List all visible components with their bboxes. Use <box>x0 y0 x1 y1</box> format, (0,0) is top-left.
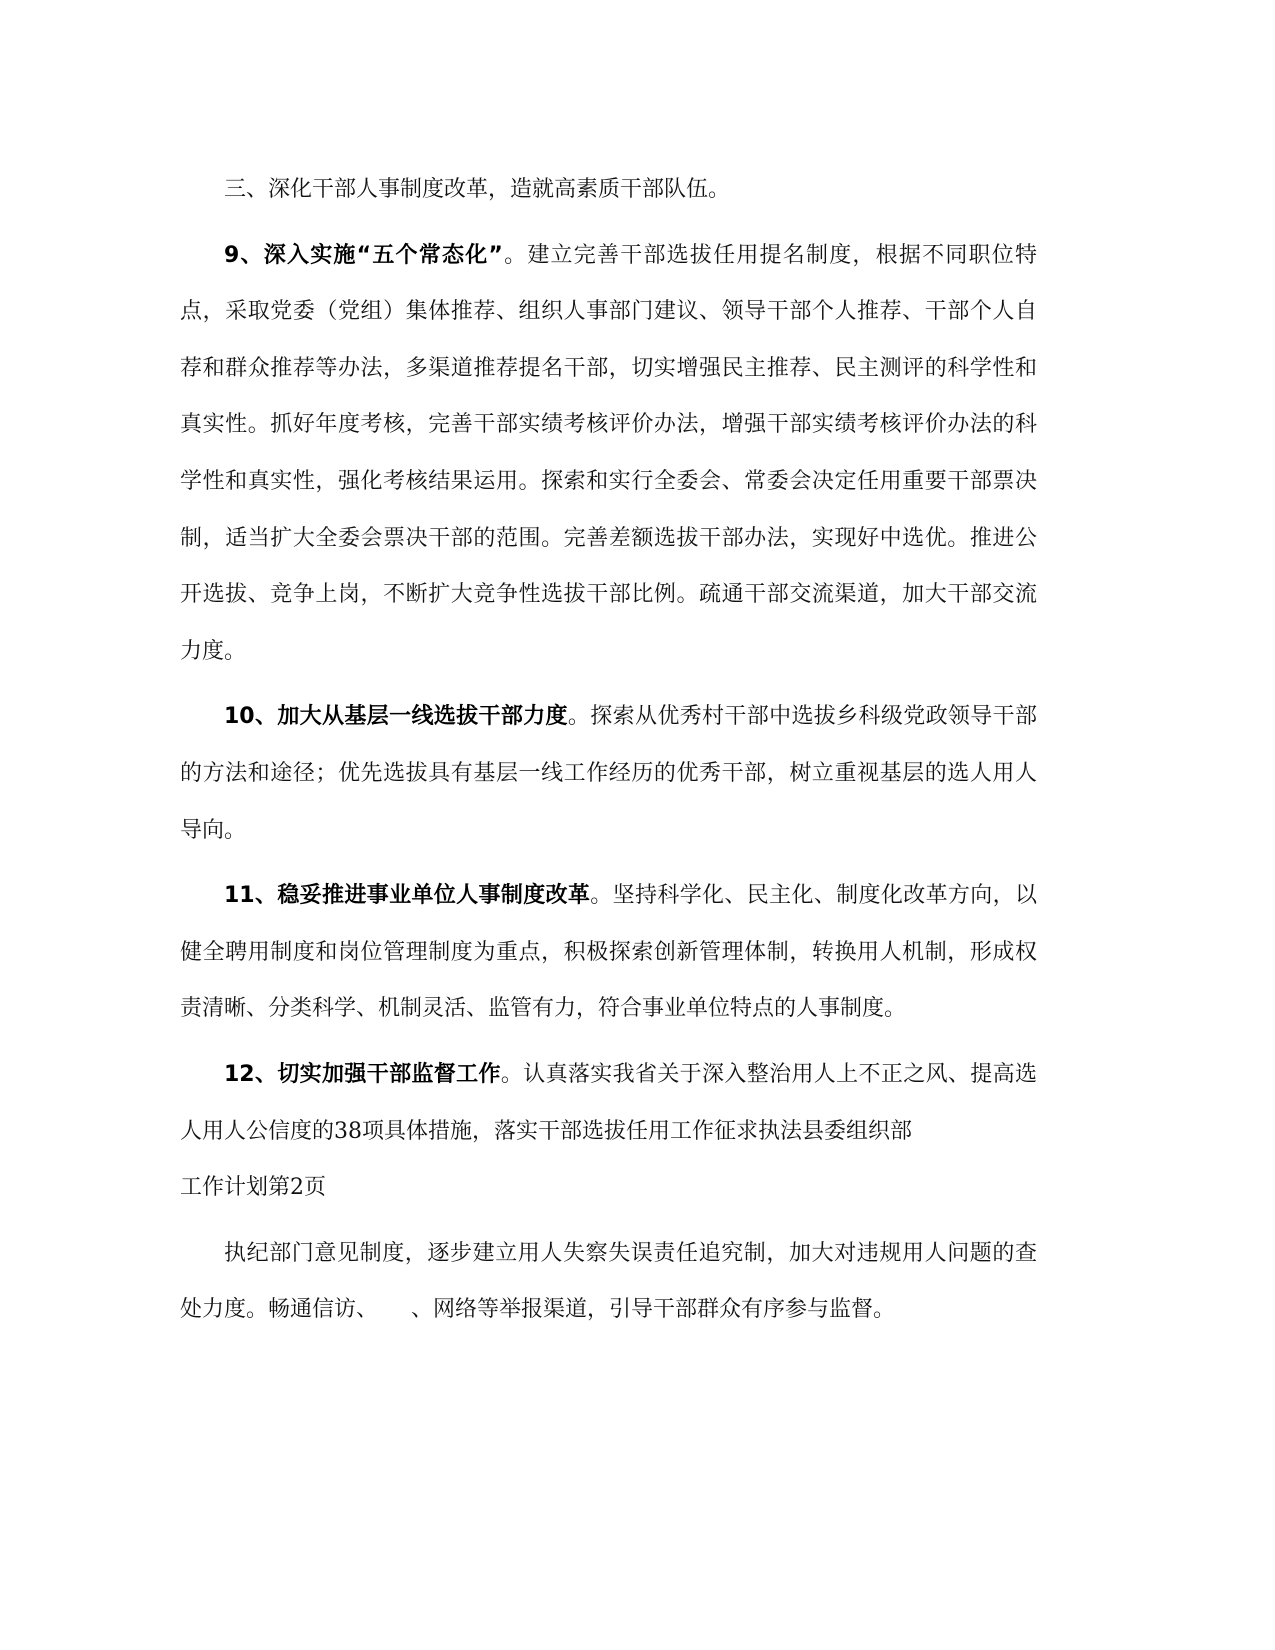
document-body <box>180 162 1037 1348</box>
paragraph-item-12 <box>180 1047 1037 1217</box>
paragraph-item-11 <box>180 868 1037 1038</box>
paragraph-item-9 <box>180 228 1037 681</box>
item-10-body: 。探索从优秀村干部中选拔乡科级党政领导干部的方法和途径；优先选拔具有基层一线工作经历的优秀干部，树立重视基层的选人用人导向。 <box>180 704 1037 843</box>
item-10-heading: 10、加大从基层一线选拔干部力度 <box>224 704 568 730</box>
item-12-heading: 12、切实加强干部监督工作 <box>224 1061 501 1087</box>
paragraph-item-10 <box>180 689 1037 859</box>
item-11-body: 。坚持科学化、民主化、制度化改革方向，以健全聘用制度和岗位管理制度为重点，积极探索创新管理体制，转换用人机制，形成权责清晰、分类科学、机制灵活、监管有力，符合事业单位特点的人事制度。 <box>180 883 1037 1022</box>
section-heading: 三、深化干部人事制度改革，造就高素质干部队伍。 <box>224 177 731 202</box>
item-11-heading: 11、稳妥推进事业单位人事制度改革 <box>224 883 591 909</box>
item-9-heading: 9、深入实施“五个常态化” <box>224 242 503 268</box>
item-12-body: 。认真落实我省关于深入整治用人上不正之风、提高选人用人公信度的38项具体措施，落实干部选拔任用工作征求执法县委组织部 <box>180 1061 1037 1144</box>
page-marker: 工作计划第2页 <box>180 1175 326 1201</box>
continuation-paragraph: 执纪部门意见制度，逐步建立用人失察失误责任追究制，加大对违规用人问题的查处力度。畅通信访、 、网络等举报渠道，引导干部群众有序参与监督。 <box>180 1240 1037 1323</box>
item-9-body: 。建立完善干部选拔任用提名制度，根据不同职位特点，采取党委（党组）集体推荐、组织人事部门建议、领导干部个人推荐、干部个人自荐和群众推荐等办法，多渠道推荐提名干部，切实增强民主推荐、民主测评的科学性和真实性。抓好年度考核，完善干部实绩考核评价办法，增强干部实绩考核评价办法的科学性和真实性，强化考核结果运用。探索和实行全委会、常委会决定任用重要干部票决制，适当扩大全委会票决干部的范围。完善差额选拔干部办法，实现好中选优。推进公开选拔、竞争上岗，不断扩大竞争性选拔干部比例。疏通干部交流渠道，加大干部交流力度。 <box>180 242 1037 664</box>
